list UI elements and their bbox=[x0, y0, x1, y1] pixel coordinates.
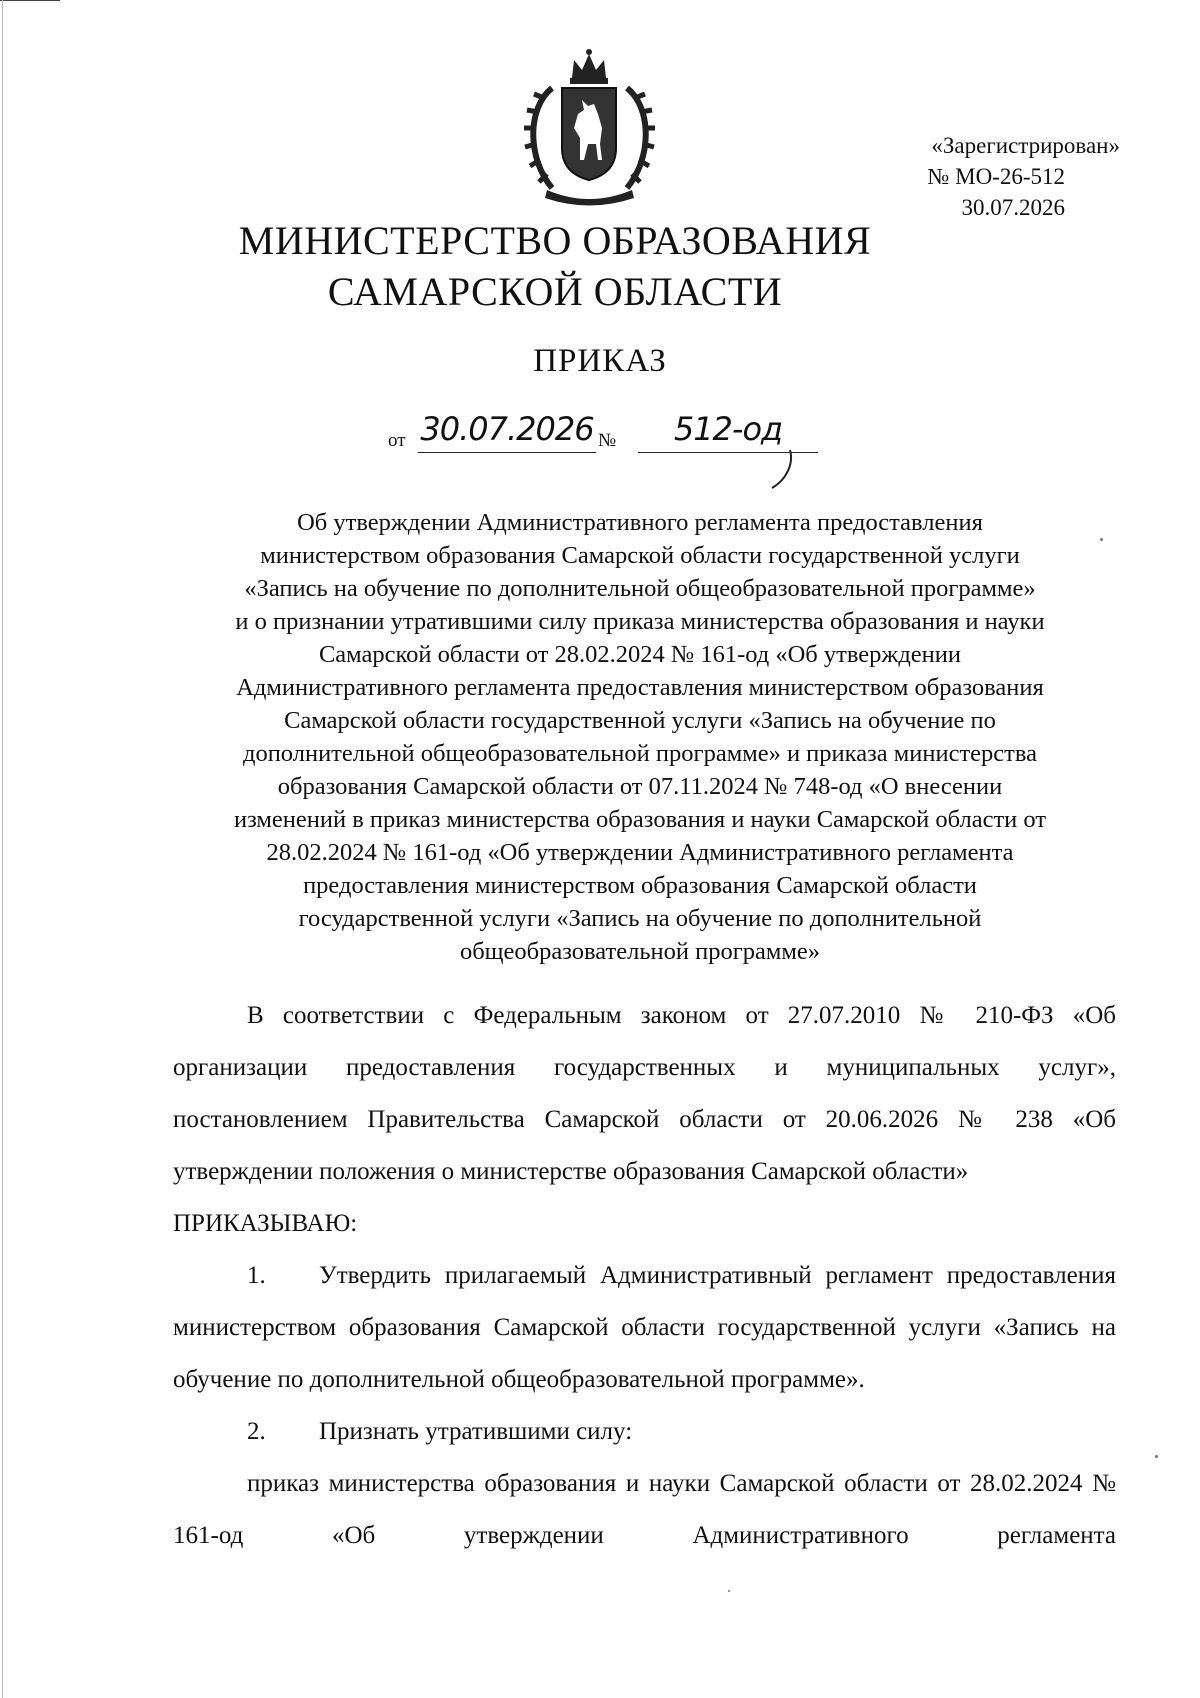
subject-line: предоставления министерством образования Самарской области bbox=[303, 872, 977, 899]
registration-number: № МО-26-512 bbox=[927, 164, 1065, 189]
scan-speck bbox=[728, 1590, 730, 1592]
order-directive: ПРИКАЗЫВАЮ: bbox=[173, 1210, 358, 1237]
preamble-paragraph: В соответствии с Федеральным законом от 27.07.2010 № 210-ФЗ «Об организации предоставления государственных и муниципальных услуг», постановлением Правительства Самарской области от 20.06.2026 № 238 «Об утверждении положения о министерстве образования Самарской области» bbox=[173, 1002, 1116, 1185]
item-number: 1. bbox=[247, 1262, 266, 1289]
document-title: ПРИКАЗ bbox=[533, 343, 667, 379]
subject-line: общеобразовательной программе» bbox=[459, 938, 821, 965]
number-label: № bbox=[598, 430, 617, 451]
scan-edge bbox=[0, 0, 60, 1]
subject-line: и о признании утратившими силу приказа министерства образования и науки bbox=[235, 608, 1045, 635]
item-text: Признать утратившими силу: bbox=[319, 1418, 633, 1445]
scan-edge bbox=[2, 0, 3, 1698]
ministry-line: САМАРСКОЙ ОБЛАСТИ bbox=[327, 269, 783, 314]
subject-line: Самарской области государственной услуги «Запись на обучение по bbox=[284, 707, 996, 734]
scan-speck bbox=[1155, 1455, 1158, 1458]
subject-line: «Запись на обучение по дополнительной общеобразовательной программе» bbox=[244, 575, 1036, 602]
subject-line: Административного регламента предоставления министерством образования bbox=[236, 674, 1044, 701]
order-date-number bbox=[388, 410, 828, 490]
ministry-line: МИНИСТЕРСТВО ОБРАЗОВАНИЯ bbox=[238, 218, 872, 263]
subject-line: министерством образования Самарской области государственной услуги bbox=[260, 542, 1020, 569]
subject-line: Самарской области от 28.02.2024 № 161-од «Об утверждении bbox=[318, 641, 962, 668]
samara-coat-of-arms-icon bbox=[522, 48, 657, 208]
order-item bbox=[173, 1406, 1116, 1458]
order-body bbox=[173, 990, 1116, 1562]
sub-item-paragraph: приказ министерства образования и науки Самарской области от 28.02.2024 № 161-од «Об утверждении Административного регламента bbox=[173, 1470, 1116, 1549]
item-number: 2. bbox=[247, 1418, 266, 1445]
from-label: от bbox=[388, 430, 406, 451]
registration-label: «Зарегистрирован» bbox=[931, 133, 1120, 158]
order-number: 512-од bbox=[638, 410, 818, 453]
subject-line: государственной услуги «Запись на обучение по дополнительной bbox=[298, 905, 982, 932]
order-item bbox=[173, 1250, 1116, 1406]
subject-line: образования Самарской области от 07.11.2024 № 748-од «О внесении bbox=[277, 773, 1003, 800]
handwriting-stroke bbox=[768, 448, 798, 492]
ministry-header bbox=[200, 215, 910, 317]
item-text: Утвердить прилагаемый Административный регламент предоставления министерством образования Самарской области государственной услуги «Запись на обучение по дополнительной общеобразовательной программе». bbox=[173, 1262, 1116, 1393]
subject-line: изменений в приказ министерства образования и науки Самарской области от bbox=[233, 806, 1047, 833]
subject-line: 28.02.2024 № 161-од «Об утверждении Административного регламента bbox=[266, 839, 1014, 866]
subject-line: Об утверждении Административного регламента предоставления bbox=[297, 509, 983, 536]
scan-speck bbox=[1100, 538, 1103, 541]
registration-stamp bbox=[860, 130, 1150, 223]
order-subject bbox=[170, 506, 1110, 968]
subject-line: дополнительной общеобразовательной программе» и приказа министерства bbox=[242, 740, 1037, 767]
registration-date: 30.07.2026 bbox=[961, 195, 1065, 220]
order-date: 30.07.2026 bbox=[418, 410, 596, 453]
